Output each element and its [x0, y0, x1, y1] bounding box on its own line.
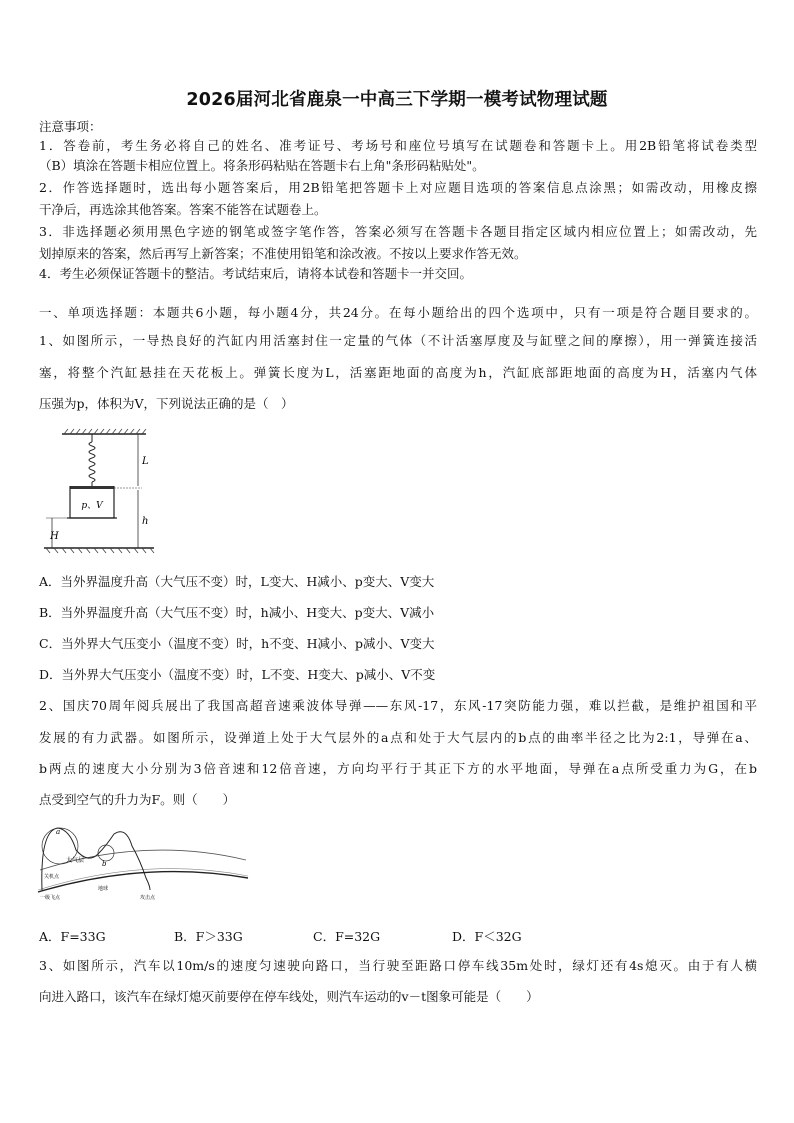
figure-label-launch: 一级飞点 [40, 895, 61, 901]
q2-option-d[interactable]: D．F＜32G [452, 929, 522, 944]
q2-figure-trajectory [36, 820, 250, 902]
q2-stem: b两点的速度大小分别为3倍音速和12倍音速，方向均平行于其正下方的水平地面，导弹在a点所受重力为G，在b [39, 761, 757, 776]
notice-line: 2．作答选择题时，选出每小题答案后，用2B铅笔把答题卡上对应题目选项的答案信息点涂黑；如需改动，用橡皮擦 [39, 180, 757, 195]
figure-label-H: H [50, 531, 59, 542]
notice-line: 4．考生必须保证答题卡的整洁。考试结束后，请将本试卷和答题卡一并交回。 [39, 266, 472, 281]
q2-option-c[interactable]: C．F=32G [313, 929, 381, 944]
q2-stem: 点受到空气的升力为F。则（ ） [39, 792, 236, 807]
q3-stem: 3、如图所示，汽车以10m/s的速度匀速驶向路口，当行驶至距路口停车线35m处时，绿灯还有4s熄灭。由于有人横 [39, 958, 757, 973]
figure-label-L: L [142, 456, 149, 467]
q1-option-c[interactable]: C．当外界大气压变小（温度不变）时，h不变、H减小、p减小、V变大 [39, 636, 435, 651]
q1-option-d[interactable]: D．当外界大气压变小（温度不变）时，L不变、H变大、p减小、V不变 [39, 667, 436, 682]
figure-label-h: h [142, 516, 149, 527]
section-heading: 一、单项选择题：本题共6小题，每小题4分，共24分。在每小题给出的四个选项中，只有一项是符合题目要求的。 [39, 305, 757, 320]
notice-line: 划掉原来的答案，然后再写上新答案；不准使用铅笔和涂改液。不按以上要求作答无效。 [39, 246, 527, 261]
figure-label-target: 攻击点 [140, 895, 156, 901]
figure-label-atmosphere: 大气层 [66, 857, 85, 864]
notice-heading: 注意事项： [39, 119, 102, 134]
notice-line: 干净后，再选涂其他答案。答案不能答在试题卷上。 [39, 202, 327, 217]
exam-title: 2026届河北省鹿泉一中高三下学期一模考试物理试题 [186, 90, 608, 110]
q1-option-a[interactable]: A．当外界温度升高（大气压不变）时，L变大、H减小、p变大、V变大 [39, 574, 435, 589]
notice-line: 3．非选择题必须用黑色字迹的钢笔或签字笔作答，答案必须写在答题卡各题目指定区域内相应位置上；如需改动，先 [39, 224, 757, 239]
figure-label-earth: 地球 [98, 886, 109, 892]
figure-label-a: a [56, 828, 61, 836]
q2-stem: 2、国庆70周年阅兵展出了我国高超音速乘波体导弹——东风-17，东风-17突防能力强，难以拦截，是维护祖国和平 [39, 698, 757, 713]
q2-stem: 发展的有力武器。如图所示，设弹道上处于大气层外的a点和处于大气层内的b点的曲率半径之比为2:1，导弹在a、 [39, 730, 757, 745]
q1-stem: 塞，将整个汽缸悬挂在天花板上。弹簧长度为L，活塞距地面的高度为h，汽缸底部距地面的高度为H，活塞内气体 [39, 365, 757, 380]
q1-stem: 1、如图所示，一导热良好的汽缸内用活塞封住一定量的气体（不计活塞厚度及与缸壁之间的摩擦），用一弹簧连接活 [39, 333, 757, 348]
notice-line: （B）填涂在答题卡相应位置上。将条形码粘贴在答题卡右上角"条形码粘贴处"。 [39, 158, 485, 173]
q1-stem: 压强为p，体积为V，下列说法正确的是（ ） [39, 396, 294, 411]
notice-line: 1．答卷前，考生务必将自己的姓名、准考证号、考场号和座位号填写在试题卷和答题卡上。用2B铅笔将试卷类型 [39, 138, 757, 153]
figure-label-b: b [102, 860, 107, 868]
q2-option-a[interactable]: A．F=33G [39, 929, 106, 944]
figure-label-pV: p、V [81, 501, 103, 511]
q1-option-b[interactable]: B．当外界温度升高（大气压不变）时，h减小、H变大、p变大、V减小 [39, 605, 435, 620]
q2-option-b[interactable]: B．F＞33G [174, 929, 243, 944]
q3-stem: 向进入路口，该汽车在绿灯熄灭前要停在停车线处，则汽车运动的v－t图象可能是（ ） [39, 989, 539, 1004]
figure-label-cutoff: 关机点 [44, 874, 60, 880]
q1-figure-cylinder [42, 428, 160, 556]
